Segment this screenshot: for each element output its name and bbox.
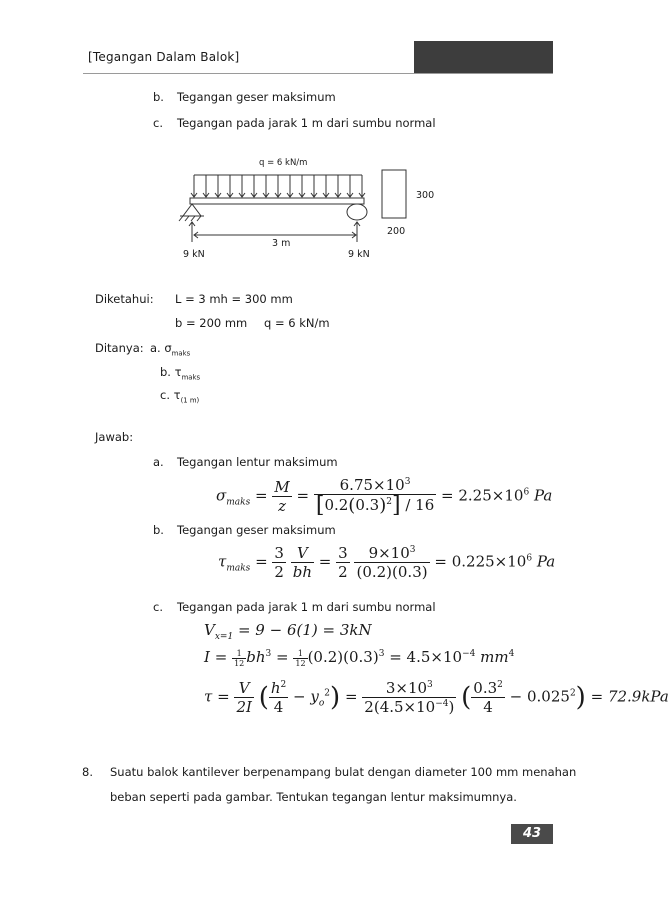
frac-num: h: [270, 679, 281, 697]
given-label: Diketahui:: [95, 292, 154, 306]
asked-item-c: [160, 388, 199, 404]
eq-lhs: τ: [204, 687, 213, 706]
frac-den: 2I: [236, 698, 252, 716]
frac-den-tail: ): [448, 698, 455, 716]
eq-unit-exp: 4: [508, 649, 515, 659]
y-term: y: [310, 687, 319, 706]
answer-item-a: [153, 455, 338, 469]
den-a: 0.2: [324, 496, 349, 514]
eq-tail: − 0.025: [509, 687, 570, 706]
frac-num: V: [234, 679, 253, 698]
intro-text: Tegangan pada jarak 1 m dari sumbu normal: [177, 116, 436, 130]
answer-text: Tegangan geser maksimum: [177, 523, 336, 537]
frac-den: 4: [483, 698, 493, 716]
frac-num: 1: [232, 649, 246, 659]
eq-mid-exp: 3: [378, 649, 385, 659]
den-exp: 2: [386, 497, 392, 507]
right-reaction-label: 9 kN: [348, 249, 370, 260]
section-width-label: 200: [387, 226, 406, 237]
answer-marker: a.: [153, 455, 164, 469]
given-line-2b: q = 6 kN/m: [264, 316, 330, 330]
eq-term-exp: 3: [265, 649, 272, 659]
intro-item-c: [153, 116, 436, 130]
asked-sub: (1 m): [180, 396, 200, 405]
y-sub: o: [318, 698, 325, 709]
header-decoration: [414, 41, 553, 73]
problem-number: 8.: [82, 765, 93, 779]
header-divider: [83, 73, 553, 74]
intro-marker: b.: [153, 90, 164, 104]
page-number: 43: [511, 824, 553, 844]
problem-line-2: beban seperti pada gambar. Tentukan tegangan lentur maksimumnya.: [110, 790, 517, 804]
eq-result: = 4.5×10: [389, 648, 463, 666]
eq-rhs: = 9 − 6(1) = 3kN: [237, 621, 372, 639]
eq-lhs: I: [204, 648, 210, 666]
answer-marker: b.: [153, 523, 164, 537]
frac-num: V: [291, 544, 314, 563]
eq-result-exp: 6: [523, 487, 530, 498]
intro-marker: c.: [153, 116, 163, 130]
frac-den: 12: [295, 658, 306, 668]
frac-num: 6.75×10: [339, 476, 405, 494]
eq-lhs-sub: maks: [226, 563, 251, 574]
answer-text: Tegangan lentur maksimum: [177, 455, 338, 469]
header-title: [Tegangan Dalam Balok]: [88, 50, 240, 64]
tau-symbol: τ: [174, 365, 182, 379]
den-tail: / 16: [405, 496, 435, 514]
answer-item-b: [153, 523, 336, 537]
frac-den: 2(4.5×10: [364, 698, 436, 716]
frac-num-exp: 3: [427, 680, 433, 690]
frac-den-exp: −4: [435, 699, 449, 709]
given-line-1: L = 3 mh = 300 mm: [175, 292, 293, 306]
frac-den: z: [278, 497, 286, 515]
asked-item-a: [150, 341, 190, 357]
eq-result: 0.225×10: [451, 552, 527, 571]
asked-marker: a.: [150, 341, 161, 355]
eq-term: bh: [246, 648, 266, 666]
frac-num-exp: 3: [404, 477, 411, 487]
given-line-2a: b = 200 mm: [175, 316, 248, 330]
asked-sub: maks: [181, 373, 201, 382]
eq-result-exp: 6: [526, 553, 533, 564]
asked-label: Ditanya:: [95, 341, 144, 355]
frac-den: (0.2)(0.3): [356, 563, 428, 581]
eq-result: 2.25×10: [458, 486, 524, 505]
eq-lhs-sub: x=1: [214, 632, 234, 642]
frac-den: 2: [274, 563, 284, 581]
frac-num: 3×10: [385, 679, 428, 697]
eq-tail-exp: 2: [569, 688, 576, 699]
equation-shear-at-1m: τ = $\frac{V}{2I}$ ( $\frac{h^2}{4}$ − $y_o^2$) = $\frac{3\times 10^3}{2(4.5\times 10^{-4})}$ ( $\frac{0.3^2}{4}$ − $0.025^2) = 72.9kPa$: [204, 679, 669, 716]
frac-den: 12: [234, 658, 245, 668]
intro-text: Tegangan geser maksimum: [177, 90, 336, 104]
equation-shear-stress: $\tau_{maks}$ = $\frac{3}{2}$ $\frac{V}{bh}$ = $\frac{3}{2}$ $\frac{9\times 10^3}{(0.2)(0.3)}$ = $0.225\times 10^6$ Pa: [218, 544, 556, 581]
den-b: 0.3: [355, 496, 380, 514]
asked-sub: maks: [171, 349, 191, 358]
equation-shear-force: [204, 621, 372, 642]
eq-result: = 72.9kPa: [590, 687, 669, 706]
answer-text: Tegangan pada jarak 1 m dari sumbu normal: [177, 600, 436, 614]
equation-bending-stress: $\sigma_{maks}$ = $\frac{M}{z}$ = $\frac{6.75\times 10^3}{[0.2(0.3)^2] / 16}$ = $2.25\times 10^6$ Pa: [216, 476, 553, 518]
y-exp: 2: [324, 688, 331, 699]
frac-num-exp: 2: [280, 680, 287, 690]
eq-lhs-sub: maks: [226, 497, 251, 508]
eq-unit: mm: [480, 648, 509, 666]
beam-figure: [170, 150, 440, 270]
intro-item-b: [153, 90, 336, 104]
frac-num: 9×10: [368, 544, 410, 562]
problem-line-1: Suatu balok kantilever berpenampang bulat dengan diameter 100 mm menahan: [110, 765, 577, 779]
asked-marker: b.: [160, 365, 171, 379]
eq-mid: (0.2)(0.3): [307, 648, 379, 666]
frac-num: 3: [338, 544, 348, 562]
frac-num-exp: 2: [497, 680, 503, 690]
answer-item-c: [153, 600, 436, 614]
answer-marker: c.: [153, 600, 163, 614]
frac-num: 0.3: [473, 679, 498, 697]
frac-num: 1: [293, 649, 307, 659]
eq-lhs: τ: [218, 552, 227, 571]
eq-unit: Pa: [536, 552, 556, 571]
answer-label: Jawab:: [95, 430, 134, 444]
eq-result-exp: −4: [462, 649, 476, 659]
left-reaction-label: 9 kN: [183, 249, 205, 260]
tau-symbol: τ: [173, 388, 181, 402]
eq-lhs: V: [204, 621, 215, 639]
load-label: q = 6 kN/m: [259, 158, 308, 168]
sigma-symbol: σ: [164, 341, 172, 355]
asked-item-b: [160, 365, 200, 381]
span-label: 3 m: [272, 238, 291, 249]
eq-lhs: σ: [216, 486, 227, 505]
frac-num-exp: 3: [409, 545, 416, 555]
frac-num: M: [274, 478, 290, 496]
frac-den: 2: [338, 563, 348, 581]
section-height-label: 300: [416, 190, 435, 201]
equation-moment-inertia: I = $\frac{1}{12}$ $bh^3$ = $\frac{1}{12}$ $(0.2)(0.3)^3 = 4.5\times 10^{-4}$ $mm^4$: [204, 648, 515, 668]
frac-den: 4: [273, 698, 284, 716]
frac-den: bh: [292, 563, 313, 581]
frac-num: 3: [274, 544, 284, 562]
asked-marker: c.: [160, 388, 170, 402]
eq-unit: Pa: [533, 486, 553, 505]
